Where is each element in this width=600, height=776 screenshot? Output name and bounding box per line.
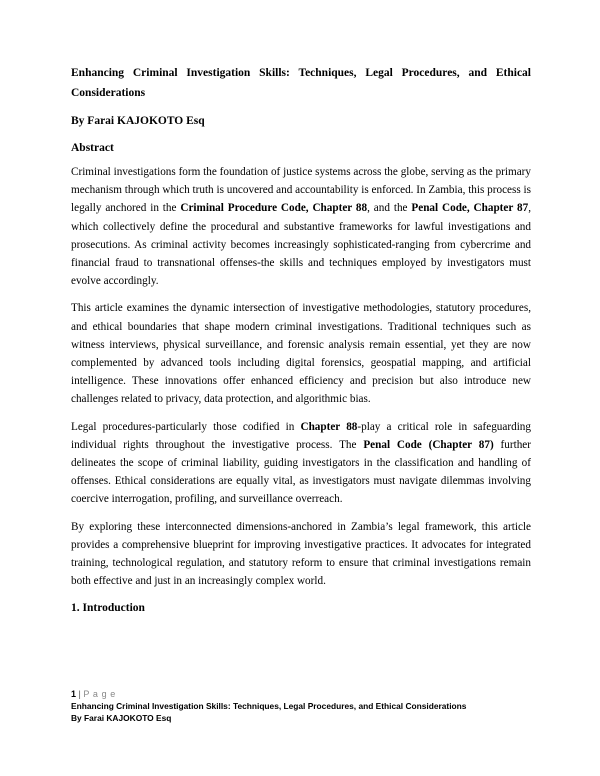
- text-run: Legal procedures-particularly those codified in: [71, 420, 301, 433]
- text-run: , and the: [367, 202, 412, 215]
- text-run: -play a critical role in safeguarding individual rights throughout the investigative process. The: [71, 420, 531, 451]
- bold-run: Penal Code (Chapter 87): [363, 438, 494, 451]
- page-content: [71, 63, 531, 617]
- page-label: P a g e: [83, 689, 116, 699]
- abstract-paragraph-3: [71, 418, 531, 509]
- page-footer: [71, 688, 541, 724]
- section-heading-introduction: 1. Introduction: [71, 602, 145, 615]
- bold-run: Criminal Procedure Code, Chapter 88: [180, 202, 368, 215]
- bold-run: Chapter 88: [300, 420, 358, 433]
- footer-author: By Farai KAJOKOTO Esq: [71, 713, 172, 723]
- document-title: Enhancing Criminal Investigation Skills: Techniques, Legal Procedures, and Ethical Considerations: [71, 67, 531, 99]
- text-run: , which collectively define the procedural and substantive frameworks for lawful investigations and prosecutions. As criminal activity becomes increasingly sophisticated-ranging from cybercrime and financial fraud to transnational offenses-the skills and techniques employed by investigators must evolve accordingly.: [71, 202, 532, 288]
- page-number: 1: [71, 689, 77, 699]
- author-line: By Farai KAJOKOTO Esq: [71, 115, 205, 127]
- abstract-paragraph-2: This article examines the dynamic intersection of investigative methodologies, statutory procedures, and ethical boundaries that shape modern criminal investigations. Traditional techniques such as witness interviews, physical surveillance, and forensic analysis remain essential, yet they are now complemented by advanced tools including digital forensics, geospatial mapping, and artificial intelligence. These innovations offer enhanced efficiency and precision but also introduce new challenges related to privacy, data protection, and algorithmic bias.: [71, 302, 531, 406]
- bold-run: Penal Code, Chapter 87: [411, 202, 529, 215]
- abstract-paragraph-1: [71, 163, 531, 290]
- abstract-heading: Abstract: [71, 142, 114, 154]
- page-number-line: [71, 688, 541, 700]
- footer-title: Enhancing Criminal Investigation Skills: Techniques, Legal Procedures, and Ethical Considerations: [71, 701, 467, 711]
- page-separator: |: [76, 689, 84, 699]
- text-run: Criminal investigations form the foundation of justice systems across the globe, serving as the primary mechanism through which truth is uncovered and accountability is enforced. In Zambia, this process is legally anchored in the: [71, 166, 531, 215]
- abstract-paragraph-4: By exploring these interconnected dimensions-anchored in Zambia’s legal framework, this article provides a comprehensive blueprint for improving investigative practices. It advocates for integrated training, technological regulation, and statutory reform to ensure that criminal investigations remain both effective and just in an increasingly complex world.: [71, 520, 531, 588]
- text-run: further delineates the scope of criminal liability, guiding investigators in the classification and handling of offenses. Ethical considerations are equally vital, as investigators must navigate dilemmas involving coercive interrogation, profiling, and surveillance overreach.: [71, 438, 531, 506]
